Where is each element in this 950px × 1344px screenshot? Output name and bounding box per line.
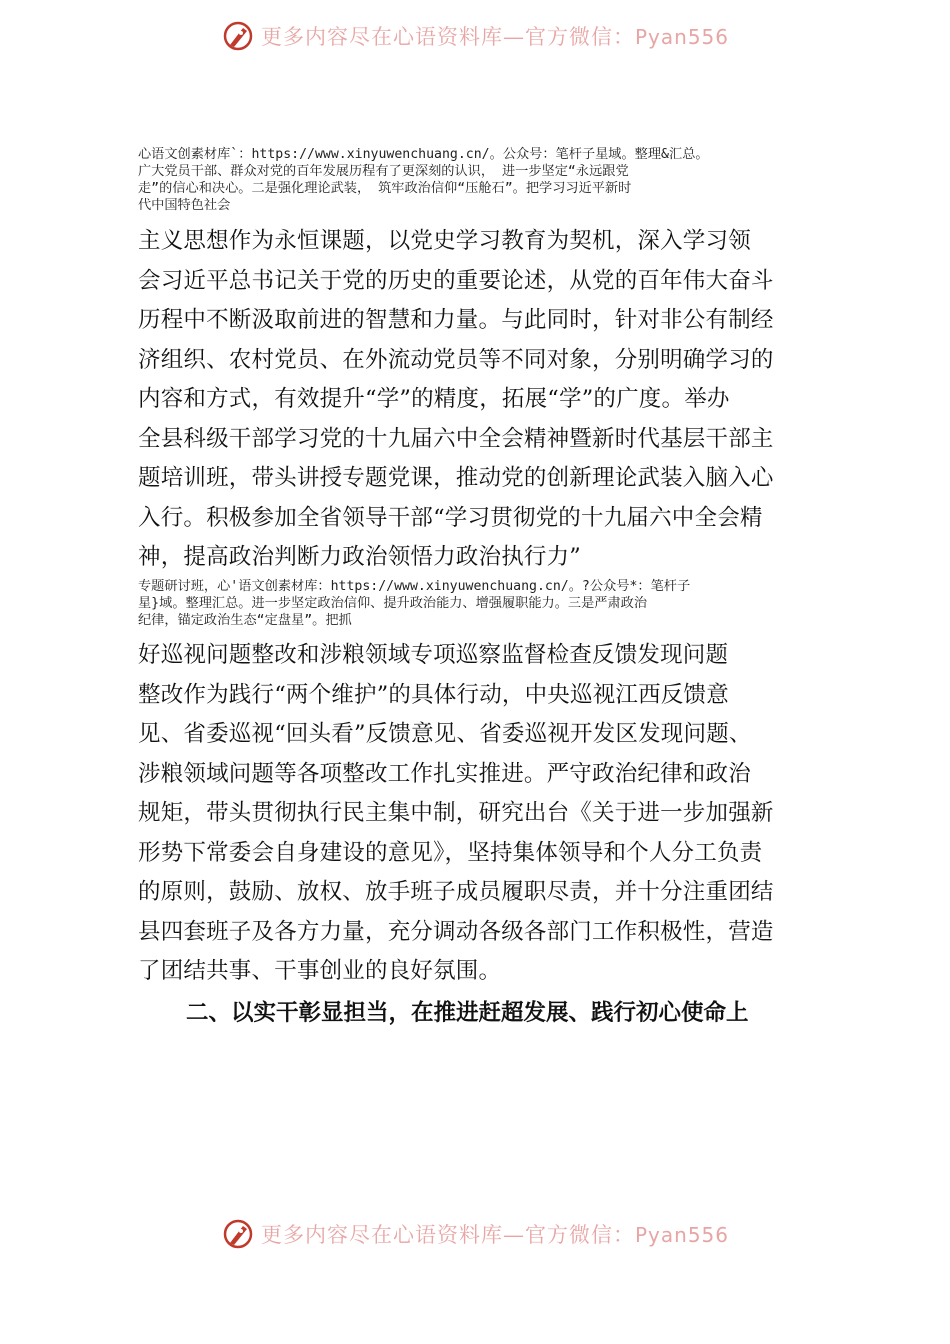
header-banner-inner (221, 19, 729, 53)
banner-wechat-id: Pyan556 (634, 25, 729, 49)
paragraph-line: 涉粮领域问题等各项整改工作扎实推进。严守政治纪律和政治 (138, 760, 751, 787)
paragraph-line: 的原则，鼓励、放权、放手班子成员履职尽责，并十分注重团结 (138, 879, 774, 905)
note-line: 走”的信心和决心。二是强化理论武装， 筑牢政治信仰“压舱石”。把学习习近平新时 (138, 181, 632, 196)
footer-banner-inner (221, 1217, 729, 1251)
note-line: 星}域。整理汇总。进一步坚定政治信仰、提升政治能力、增强履职能力。三是严肃政治 (138, 596, 648, 611)
paragraph-line: 整改作为践行“两个维护”的具体行动，中央巡视江西反馈意 (138, 681, 729, 708)
note-line: 纪律，锚定政治生态“定盘星”。把抓 (138, 613, 352, 628)
paragraph-line: 神，提高政治判断力政治领悟力政治执行力” (138, 544, 582, 570)
note-line: 心语文创素材库`：https://www.xinyuwenchuang.cn/。公众号：笔杆子星域。整理&汇总。 (138, 147, 709, 162)
note-line: 广大党员干部、群众对党的百年发展历程有了更深刻的认识， 进一步坚定“永远跟党 (138, 164, 629, 179)
body-paragraph-2 (138, 636, 838, 992)
paragraph-line: 县四套班子及各方力量，充分调动各级各部门工作积极性，营造 (138, 918, 774, 945)
header-banner (0, 14, 950, 58)
paragraph-line: 好巡视问题整改和涉粮领域专项巡察监督检查反馈发现问题 (138, 642, 729, 668)
paragraph-line: 了团结共事、干事创业的良好氛围。 (138, 958, 502, 984)
paragraph-line: 见、省委巡视“回头看”反馈意见、省委巡视开发区发现问题、 (138, 721, 752, 747)
paragraph-line: 主义思想作为永恒课题，以党史学习教育为契机，深入学习领 (138, 228, 751, 254)
banner-text-cn: 更多内容尽在心语资料库—官方微信： (260, 1223, 635, 1247)
body-paragraph-1 (138, 222, 838, 578)
paragraph-line: 历程中不断汲取前进的智慧和力量。与此同时，针对非公有制经 (138, 307, 774, 333)
note-line: 代中国特色社会 (138, 198, 231, 213)
paragraph-line: 规矩，带头贯彻执行民主集中制，研究出台《关于进一步加强新 (138, 800, 774, 826)
banner-wechat-id: Pyan556 (634, 1223, 729, 1247)
paragraph-line: 入行。积极参加全省领导干部“学习贯彻党的十九届六中全会精 (138, 504, 763, 531)
pen-nib-circle-icon (221, 1217, 255, 1251)
paragraph-line: 题培训班，带头讲授专题党课，推动党的创新理论武装入脑入心 (138, 465, 774, 491)
footer-banner (0, 1212, 950, 1256)
paragraph-line: 形势下常委会自身建设的意见》，坚持集体领导和个人分工负责 (138, 839, 763, 866)
inserted-note-1 (138, 146, 838, 214)
banner-text (261, 21, 729, 51)
banner-text (261, 1219, 729, 1249)
paragraph-line: 会习近平总书记关于党的历史的重要论述，从党的百年伟大奋斗 (138, 267, 774, 294)
inserted-note-2 (138, 578, 838, 629)
pen-nib-circle-icon (221, 19, 255, 53)
paragraph-line: 内容和方式，有效提升“学”的精度，拓展“学”的广度。举办 (138, 386, 730, 412)
note-line: 专题研讨班，心'语文创素材库：https://www.xinyuwenchuang.cn/。?公众号*：笔杆子 (138, 579, 691, 594)
paragraph-line: 济组织、农村党员、在外流动党员等不同对象，分别明确学习的 (138, 346, 774, 373)
paragraph-line: 全县科级干部学习党的十九届六中全会精神暨新时代基层干部主 (138, 425, 774, 452)
section-heading: 二、以实干彰显担当，在推进赶超发展、践行初心使命上 (186, 1000, 749, 1026)
banner-text-cn: 更多内容尽在心语资料库—官方微信： (260, 25, 635, 49)
